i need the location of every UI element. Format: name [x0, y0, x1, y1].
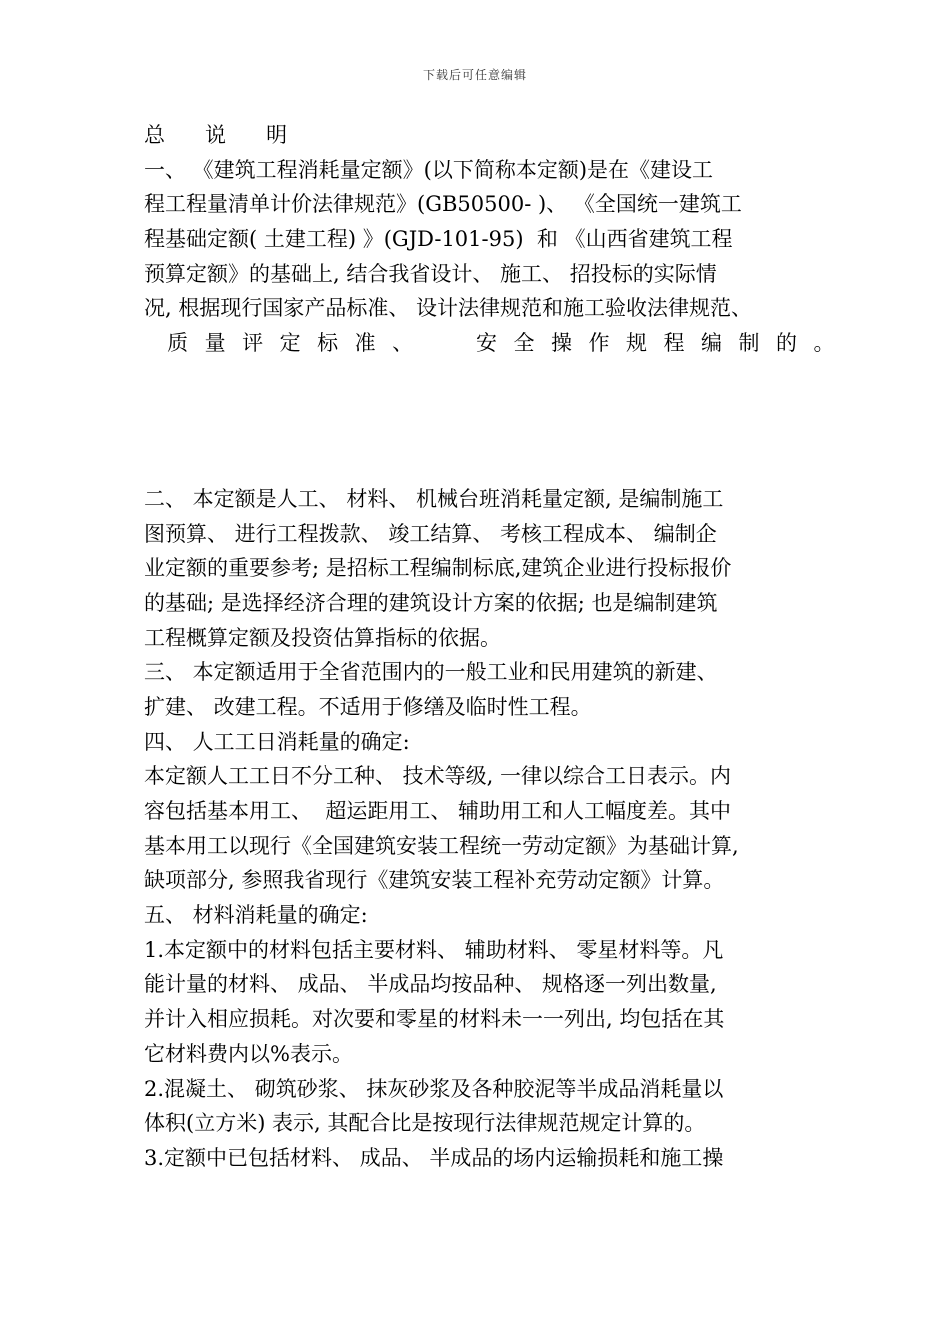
text-line: 五、 材料消耗量的确定:: [144, 903, 368, 928]
text-line: 二、 本定额是人工、 材料、 机械台班消耗量定额, 是编制施工: [144, 486, 724, 511]
text-line: 2.混凝土、 砌筑砂浆、 抹灰砂浆及各种胶泥等半成品消耗量以: [144, 1076, 724, 1101]
text-line: 并计入相应损耗。对次要和零星的材料未一一列出, 均包括在其: [144, 1007, 725, 1032]
text-line: 基本用工以现行《全国建筑安装工程统一劳动定额》为基础计算,: [144, 833, 739, 858]
text-line: 体积(立方米) 表示, 其配合比是按现行法律规范规定计算的。: [144, 1111, 706, 1136]
document-body: [144, 118, 852, 1176]
page-header: 下载后可任意编辑: [422, 68, 527, 82]
text-line-spread: 质量评定标准、 安全操作规程编制的。: [144, 331, 852, 356]
text-line: 1.本定额中的材料包括主要材料、 辅助材料、 零星材料等。凡: [144, 937, 724, 962]
text-line: 图预算、 进行工程拨款、 竣工结算、 考核工程成本、 编制企: [144, 521, 717, 546]
section-one: [144, 153, 852, 361]
text-line: 一、 《建筑工程消耗量定额》(以下简称本定额)是在《建设工: [144, 157, 714, 182]
text-line: 能计量的材料、 成品、 半成品均按品种、 规格逐一列出数量,: [144, 972, 717, 997]
text-line: 容包括基本用工、 超运距用工、 辅助用工和人工幅度差。其中: [144, 799, 732, 823]
text-line: 四、 人工工日消耗量的确定:: [144, 729, 410, 754]
blank-gap: [144, 361, 814, 482]
text-line: 工程概算定额及投资估算指标的依据。: [144, 625, 501, 650]
text-line: 程工程量清单计价法律规范》(GB50500- )、 《全国统一建筑工: [144, 192, 742, 217]
text-line: 它材料费内以%表示。: [144, 1041, 353, 1066]
section-two-to-five: [144, 482, 814, 1176]
text-line: 程基础定额( 土建工程) 》(GJD-101-95) 和 《山西省建筑工程: [144, 227, 733, 252]
text-line: 缺项部分, 参照我省现行《建筑安装工程补充劳动定额》计算。: [144, 868, 725, 893]
text-line: 本定额人工工日不分工种、 技术等级, 一律以综合工日表示。内: [144, 764, 732, 789]
text-line: 的基础; 是选择经济合理的建筑设计方案的依据; 也是编制建筑: [144, 590, 718, 615]
text-line: 业定额的重要参考; 是招标工程编制标底,建筑企业进行投标报价: [144, 556, 732, 581]
document-title: 总 说 明: [144, 123, 288, 147]
text-line: 三、 本定额适用于全省范围内的一般工业和民用建筑的新建、: [144, 660, 718, 685]
text-line: 扩建、 改建工程。不适用于修缮及临时性工程。: [144, 694, 592, 719]
text-line: 况, 根据现行国家产品标准、 设计法律规范和施工验收法律规范、: [144, 296, 753, 321]
text-line: 预算定额》的基础上, 结合我省设计、 施工、 招投标的实际情: [144, 261, 717, 286]
text-line: 3.定额中已包括材料、 成品、 半成品的场内运输损耗和施工操: [144, 1145, 724, 1170]
